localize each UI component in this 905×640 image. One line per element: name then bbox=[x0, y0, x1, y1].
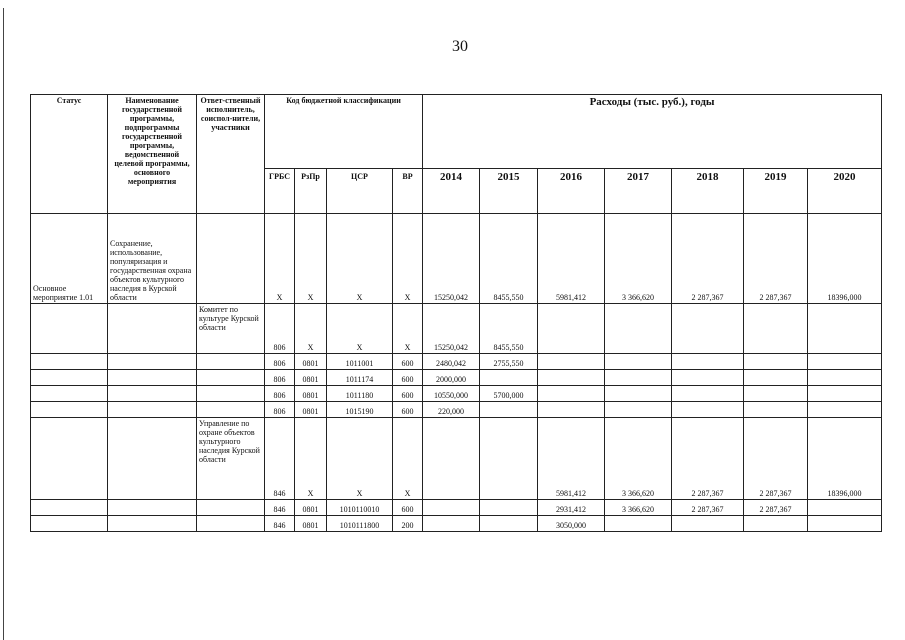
value-cell: 2 287,367 bbox=[744, 214, 808, 304]
vr-cell: 600 bbox=[393, 354, 423, 370]
rzpr-cell: 0801 bbox=[295, 500, 327, 516]
value-cell: 2755,550 bbox=[480, 354, 538, 370]
grbs-cell: 806 bbox=[265, 370, 295, 386]
table-row bbox=[31, 402, 882, 418]
name-cell: Сохранение, использование, популяризация и государственная охрана объектов культурного наследия в Курской области bbox=[108, 214, 197, 304]
grbs-cell: 846 bbox=[265, 516, 295, 532]
header-status: Статус bbox=[31, 95, 108, 214]
vr-cell: 200 bbox=[393, 516, 423, 532]
rzpr-cell: 0801 bbox=[295, 402, 327, 418]
responsible-cell: Управление по охране объектов культурного наследия Курской области bbox=[197, 418, 265, 500]
vr-cell: 600 bbox=[393, 386, 423, 402]
table-row bbox=[31, 304, 882, 354]
vr-cell: X bbox=[393, 214, 423, 304]
vr-cell: X bbox=[393, 418, 423, 500]
value-cell: 3 366,620 bbox=[605, 500, 672, 516]
rzpr-cell: X bbox=[295, 214, 327, 304]
value-cell: 18396,000 bbox=[808, 418, 882, 500]
value-cell: 8455,550 bbox=[480, 214, 538, 304]
table-row bbox=[31, 370, 882, 386]
header-expenses: Расходы (тыс. руб.), годы bbox=[423, 95, 882, 169]
grbs-cell: 806 bbox=[265, 354, 295, 370]
value-cell: 2931,412 bbox=[538, 500, 605, 516]
vr-cell: 600 bbox=[393, 500, 423, 516]
grbs-cell: 806 bbox=[265, 386, 295, 402]
status-cell: Основное мероприятие 1.01 bbox=[31, 214, 108, 304]
value-cell: 2 287,367 bbox=[744, 418, 808, 500]
budget-table bbox=[30, 94, 882, 532]
table-row bbox=[31, 418, 882, 500]
rzpr-cell: 0801 bbox=[295, 354, 327, 370]
header-responsible: Ответ-ственный исполнитель, соиспол-нители, участники bbox=[197, 95, 265, 214]
value-cell: 8455,550 bbox=[480, 304, 538, 354]
vr-cell: 600 bbox=[393, 370, 423, 386]
vr-cell: 600 bbox=[393, 402, 423, 418]
value-cell: 2 287,367 bbox=[672, 214, 744, 304]
value-cell: 2 287,367 bbox=[672, 418, 744, 500]
value-cell: 2000,000 bbox=[423, 370, 480, 386]
value-cell: 10550,000 bbox=[423, 386, 480, 402]
table-row bbox=[31, 354, 882, 370]
value-cell: 2 287,367 bbox=[672, 500, 744, 516]
grbs-cell: X bbox=[265, 214, 295, 304]
csr-cell: 1011180 bbox=[327, 386, 393, 402]
table-row-main bbox=[31, 214, 882, 304]
header-vr: ВР bbox=[393, 169, 423, 214]
value-cell: 5981,412 bbox=[538, 214, 605, 304]
vr-cell: X bbox=[393, 304, 423, 354]
header-year: 2019 bbox=[744, 169, 808, 214]
table-row bbox=[31, 386, 882, 402]
value-cell: 5981,412 bbox=[538, 418, 605, 500]
header-year: 2016 bbox=[538, 169, 605, 214]
binding-line bbox=[3, 8, 4, 640]
csr-cell: 1015190 bbox=[327, 402, 393, 418]
value-cell: 5700,000 bbox=[480, 386, 538, 402]
rzpr-cell: 0801 bbox=[295, 516, 327, 532]
csr-cell: 1011001 bbox=[327, 354, 393, 370]
header-rzpr: РзПр bbox=[295, 169, 327, 214]
header-year: 2020 bbox=[808, 169, 882, 214]
value-cell: 15250,042 bbox=[423, 214, 480, 304]
value-cell: 2 287,367 bbox=[744, 500, 808, 516]
grbs-cell: 846 bbox=[265, 500, 295, 516]
csr-cell: 1010111800 bbox=[327, 516, 393, 532]
rzpr-cell: X bbox=[295, 304, 327, 354]
grbs-cell: 806 bbox=[265, 402, 295, 418]
table-row bbox=[31, 516, 882, 532]
value-cell: 3 366,620 bbox=[605, 418, 672, 500]
rzpr-cell: 0801 bbox=[295, 370, 327, 386]
value-cell: 15250,042 bbox=[423, 304, 480, 354]
responsible-cell bbox=[197, 214, 265, 304]
rzpr-cell: 0801 bbox=[295, 386, 327, 402]
header-year: 2018 bbox=[672, 169, 744, 214]
responsible-cell: Комитет по культуре Курской области bbox=[197, 304, 265, 354]
rzpr-cell: X bbox=[295, 418, 327, 500]
header-name: Наименование государственной программы, подпрограммы государственной программы, ведомственной целевой программы, основного мероприятия bbox=[108, 95, 197, 214]
csr-cell: 1010110010 bbox=[327, 500, 393, 516]
value-cell: 2480,042 bbox=[423, 354, 480, 370]
csr-cell: 1011174 bbox=[327, 370, 393, 386]
value-cell: 3 366,620 bbox=[605, 214, 672, 304]
csr-cell: X bbox=[327, 214, 393, 304]
csr-cell: X bbox=[327, 418, 393, 500]
grbs-cell: 806 bbox=[265, 304, 295, 354]
table-row bbox=[31, 500, 882, 516]
header-year: 2015 bbox=[480, 169, 538, 214]
header-budget-code: Код бюджетной классификации bbox=[265, 95, 423, 169]
value-cell: 220,000 bbox=[423, 402, 480, 418]
grbs-cell: 846 bbox=[265, 418, 295, 500]
value-cell: 3050,000 bbox=[538, 516, 605, 532]
value-cell: 18396,000 bbox=[808, 214, 882, 304]
header-csr: ЦСР bbox=[327, 169, 393, 214]
header-year: 2014 bbox=[423, 169, 480, 214]
page-number: 30 bbox=[452, 38, 468, 55]
header-grbs: ГРБС bbox=[265, 169, 295, 214]
header-year: 2017 bbox=[605, 169, 672, 214]
csr-cell: X bbox=[327, 304, 393, 354]
